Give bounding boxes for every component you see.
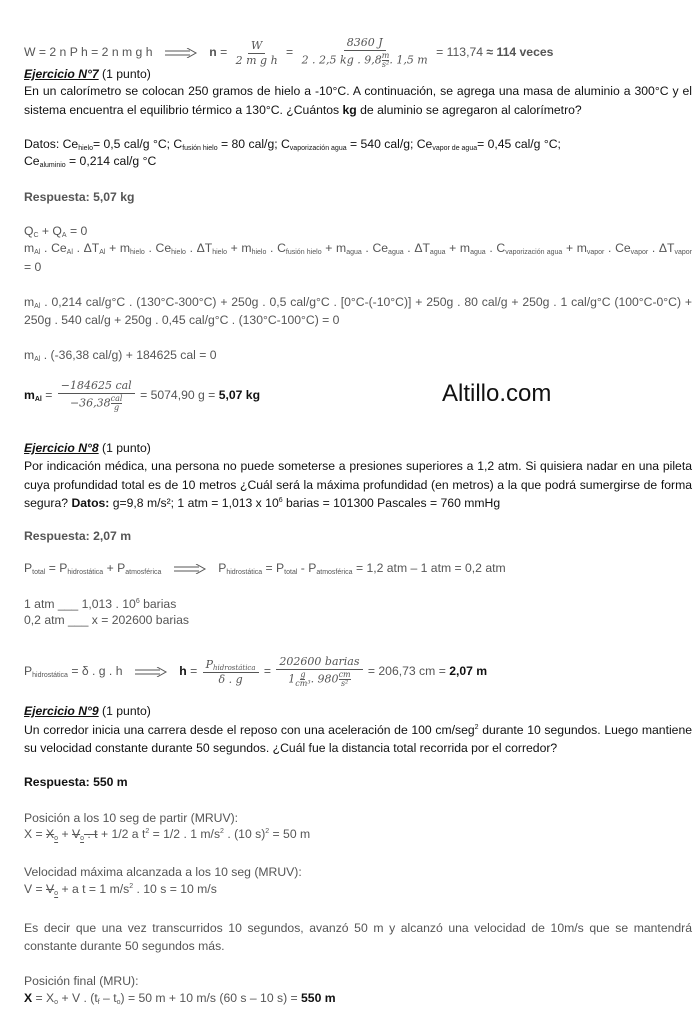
- e8-eq-depth: $P_{hidrostática} = \delta$ . g . h h = $\frac{P_{hidrostática}}{\delta . g}$ = 202600 barias 1 $\frac{g}{\text{cm³}}$ . 980 $\frac{cm}{\text{s²}}$ = 206,73 cm = 2,07 m: [24, 655, 488, 688]
- e7-answer: Respuesta: 5,07 kg: [24, 190, 135, 204]
- top-formula: W = 2 n P h = 2 n m g h n = $\frac{W}{\text{2 m g h}}$ = 8360 J 2 . 2,5 kg . 9,8 $\frac{m}{\text{s²}}$ . 1,5 m = 113,74 ≈ 114 veces: [24, 36, 554, 69]
- e8-statement: Por indicación médica, una persona no puede someterse a presiones superiores a 1,2 atm. Si quisiera nadar en una pileta cuya profundidad total es de 10 metros ¿Cuál será la máxima profundidad (en metros) a la que podrá sumergirse de forma segura? Datos: g=9,8 m/s²; 1 atm = 1,013 x $10^6$ barias = 101300 Pascales = 760 mmHg: [24, 459, 692, 510]
- e7-eq-simplified: $m_{Al}$ . (-36,38 cal/g) + 184625 cal = 0: [24, 348, 217, 363]
- e7-datos-line1: Datos: $Ce_{hielo}= 0,5$ cal/g °C; $C_{fusión hielo} = 80$ cal/g; $C_{vaporización agua} = 540$ cal/g; $Ce_{vapor de agua}= 0,45$ cal/g °C;: [24, 137, 561, 152]
- e7-title: Ejercicio N°7: [24, 67, 99, 81]
- e9-eq-v1: $V = V_o + a$ t = 1 $m/s^2$ . 10 s = 10 m/s: [24, 882, 217, 897]
- top-result: = 113,74: [436, 45, 484, 60]
- e9-h2: Velocidad máxima alcanzada a los 10 seg (MRUV):: [24, 865, 302, 879]
- e9-explanation: Es decir que una vez transcurridos 10 segundos, avanzó 50 m y alcanzó una velocidad de 10m/s que se mantendrá constante durante 50 segundos más.: [24, 921, 692, 953]
- top-fraction-1: $\frac{W}{\text{2 m g h}}$: [235, 38, 278, 67]
- top-approx: ≈ 114 veces: [486, 45, 554, 60]
- e9-statement: Un corredor inicia una carrera desde el reposo con una aceleración de 100 cm/seg$^2$ durante 10 segundos. Luego mantiene su velocidad constante durante 50 segundos. ¿Cuál fue la distancia total recorrida por el corredor?: [24, 723, 693, 755]
- e8-heading: [24, 441, 151, 456]
- e8-eq-pressure: $P_{total} = P_{hidrostática} + P_{atmosférica}$ $P_{hidrostática} = P_{total} - P_{atmosférica} = 1,2$ atm – 1 atm = 0,2 atm: [24, 561, 506, 576]
- top-lhs: W = 2 n P h = 2 n m g h: [24, 45, 153, 60]
- e9-answer: Respuesta: 550 m: [24, 775, 128, 789]
- e8-answer: Respuesta: 2,07 m: [24, 529, 132, 543]
- implies-arrow-icon: [173, 564, 207, 574]
- e7-heading: [24, 67, 151, 82]
- e7-datos-line2: $Ce_{aluminio} = 0,214$ cal/g °C: [24, 154, 157, 169]
- n-label: n: [209, 45, 217, 60]
- watermark: Altillo.com: [442, 380, 552, 407]
- e9-heading: [24, 704, 151, 719]
- e9-points: (1 punto): [98, 704, 151, 718]
- e7-statement: En un calorímetro se colocan 250 gramos de hielo a -10°C. A continuación, se agrega una masa de aluminio a 300°C y el sistema encuentra el equilibrio térmico a 130°C. ¿Cuántos kg de aluminio se agregaron al calorímetro?: [24, 84, 692, 117]
- implies-arrow-icon: [134, 667, 168, 677]
- e7-eq-q: $Q_C + Q_A = 0$: [24, 224, 88, 239]
- e9-h1: Posición a los 10 seg de partir (MRUV):: [24, 811, 239, 825]
- e7-eq-terms: $m_{Al}$ . $Ce_{Al}$ . $\Delta T_{Al} + m_{hielo}$ . $Ce_{hielo}$ . $\Delta T_{hielo} + m_{hielo}$ . $C_{fusión hielo} + m_{agua}$ . $Ce_{agua}$ . $\Delta T_{agua} + m_{agua}$ . $C_{vaporización agua} + m_{vapor}$ . $Ce_{vapor}$ . $\Delta T_{vapor} = 0$: [24, 241, 692, 274]
- top-fraction-2: 8360 J 2 . 2,5 kg . 9,8 $\frac{m}{\text{s²}}$ . 1,5 m: [301, 36, 428, 69]
- e8-title: Ejercicio N°8: [24, 441, 99, 455]
- e7-eq-values: $m_{Al}$ . 0,214 cal/g°C . (130°C-300°C) + 250g . 0,5 cal/g°C . [0°C-(-10°C)] + 250g . 80 cal/g + 250g . 1 cal/g°C (100°C-0°C) + 250g . 540 cal/g + 250g . 0,45 cal/g°C . (130°C-100°C) = 0: [24, 295, 692, 327]
- e7-points: (1 punto): [98, 67, 151, 81]
- e7-eq-result: $m_{Al}$ = −184625 cal −36,38 cal g = 5074,90 g = 5,07 kg: [24, 379, 261, 412]
- e9-h3: Posición final (MRU):: [24, 974, 139, 988]
- e8-fraction-1: $\frac{P_{hidrostática}}{\delta . g}$: [203, 659, 259, 686]
- e9-eq-final: $X = X_o + V$ . $(t_f - t_o) = 50$ m + 10 m/s (60 s – 10 s) = 550 m: [24, 991, 336, 1006]
- e8-rule-line1: 1 atm ___ 1,013 . $10^6$ barias: [24, 597, 177, 611]
- e8-rule-line2: 0,2 atm ___ x = 202600 barias: [24, 613, 189, 627]
- implies-arrow-icon: [164, 48, 198, 58]
- e8-fraction-2: 202600 barias 1 $\frac{g}{\text{cm³}}$ . 980 $\frac{cm}{\text{s²}}$: [276, 656, 362, 688]
- e9-title: Ejercicio N°9: [24, 704, 99, 718]
- e8-points: (1 punto): [98, 441, 151, 455]
- e9-eq-x1: $X = X_o + V_o$ . t + 1/2 a $t^2 = 1/2$ . 1 $m/s^2$ . (10 s)$^2$ = 50 m: [24, 827, 311, 842]
- e7-result-fraction: −184625 cal −36,38 cal g: [58, 380, 135, 412]
